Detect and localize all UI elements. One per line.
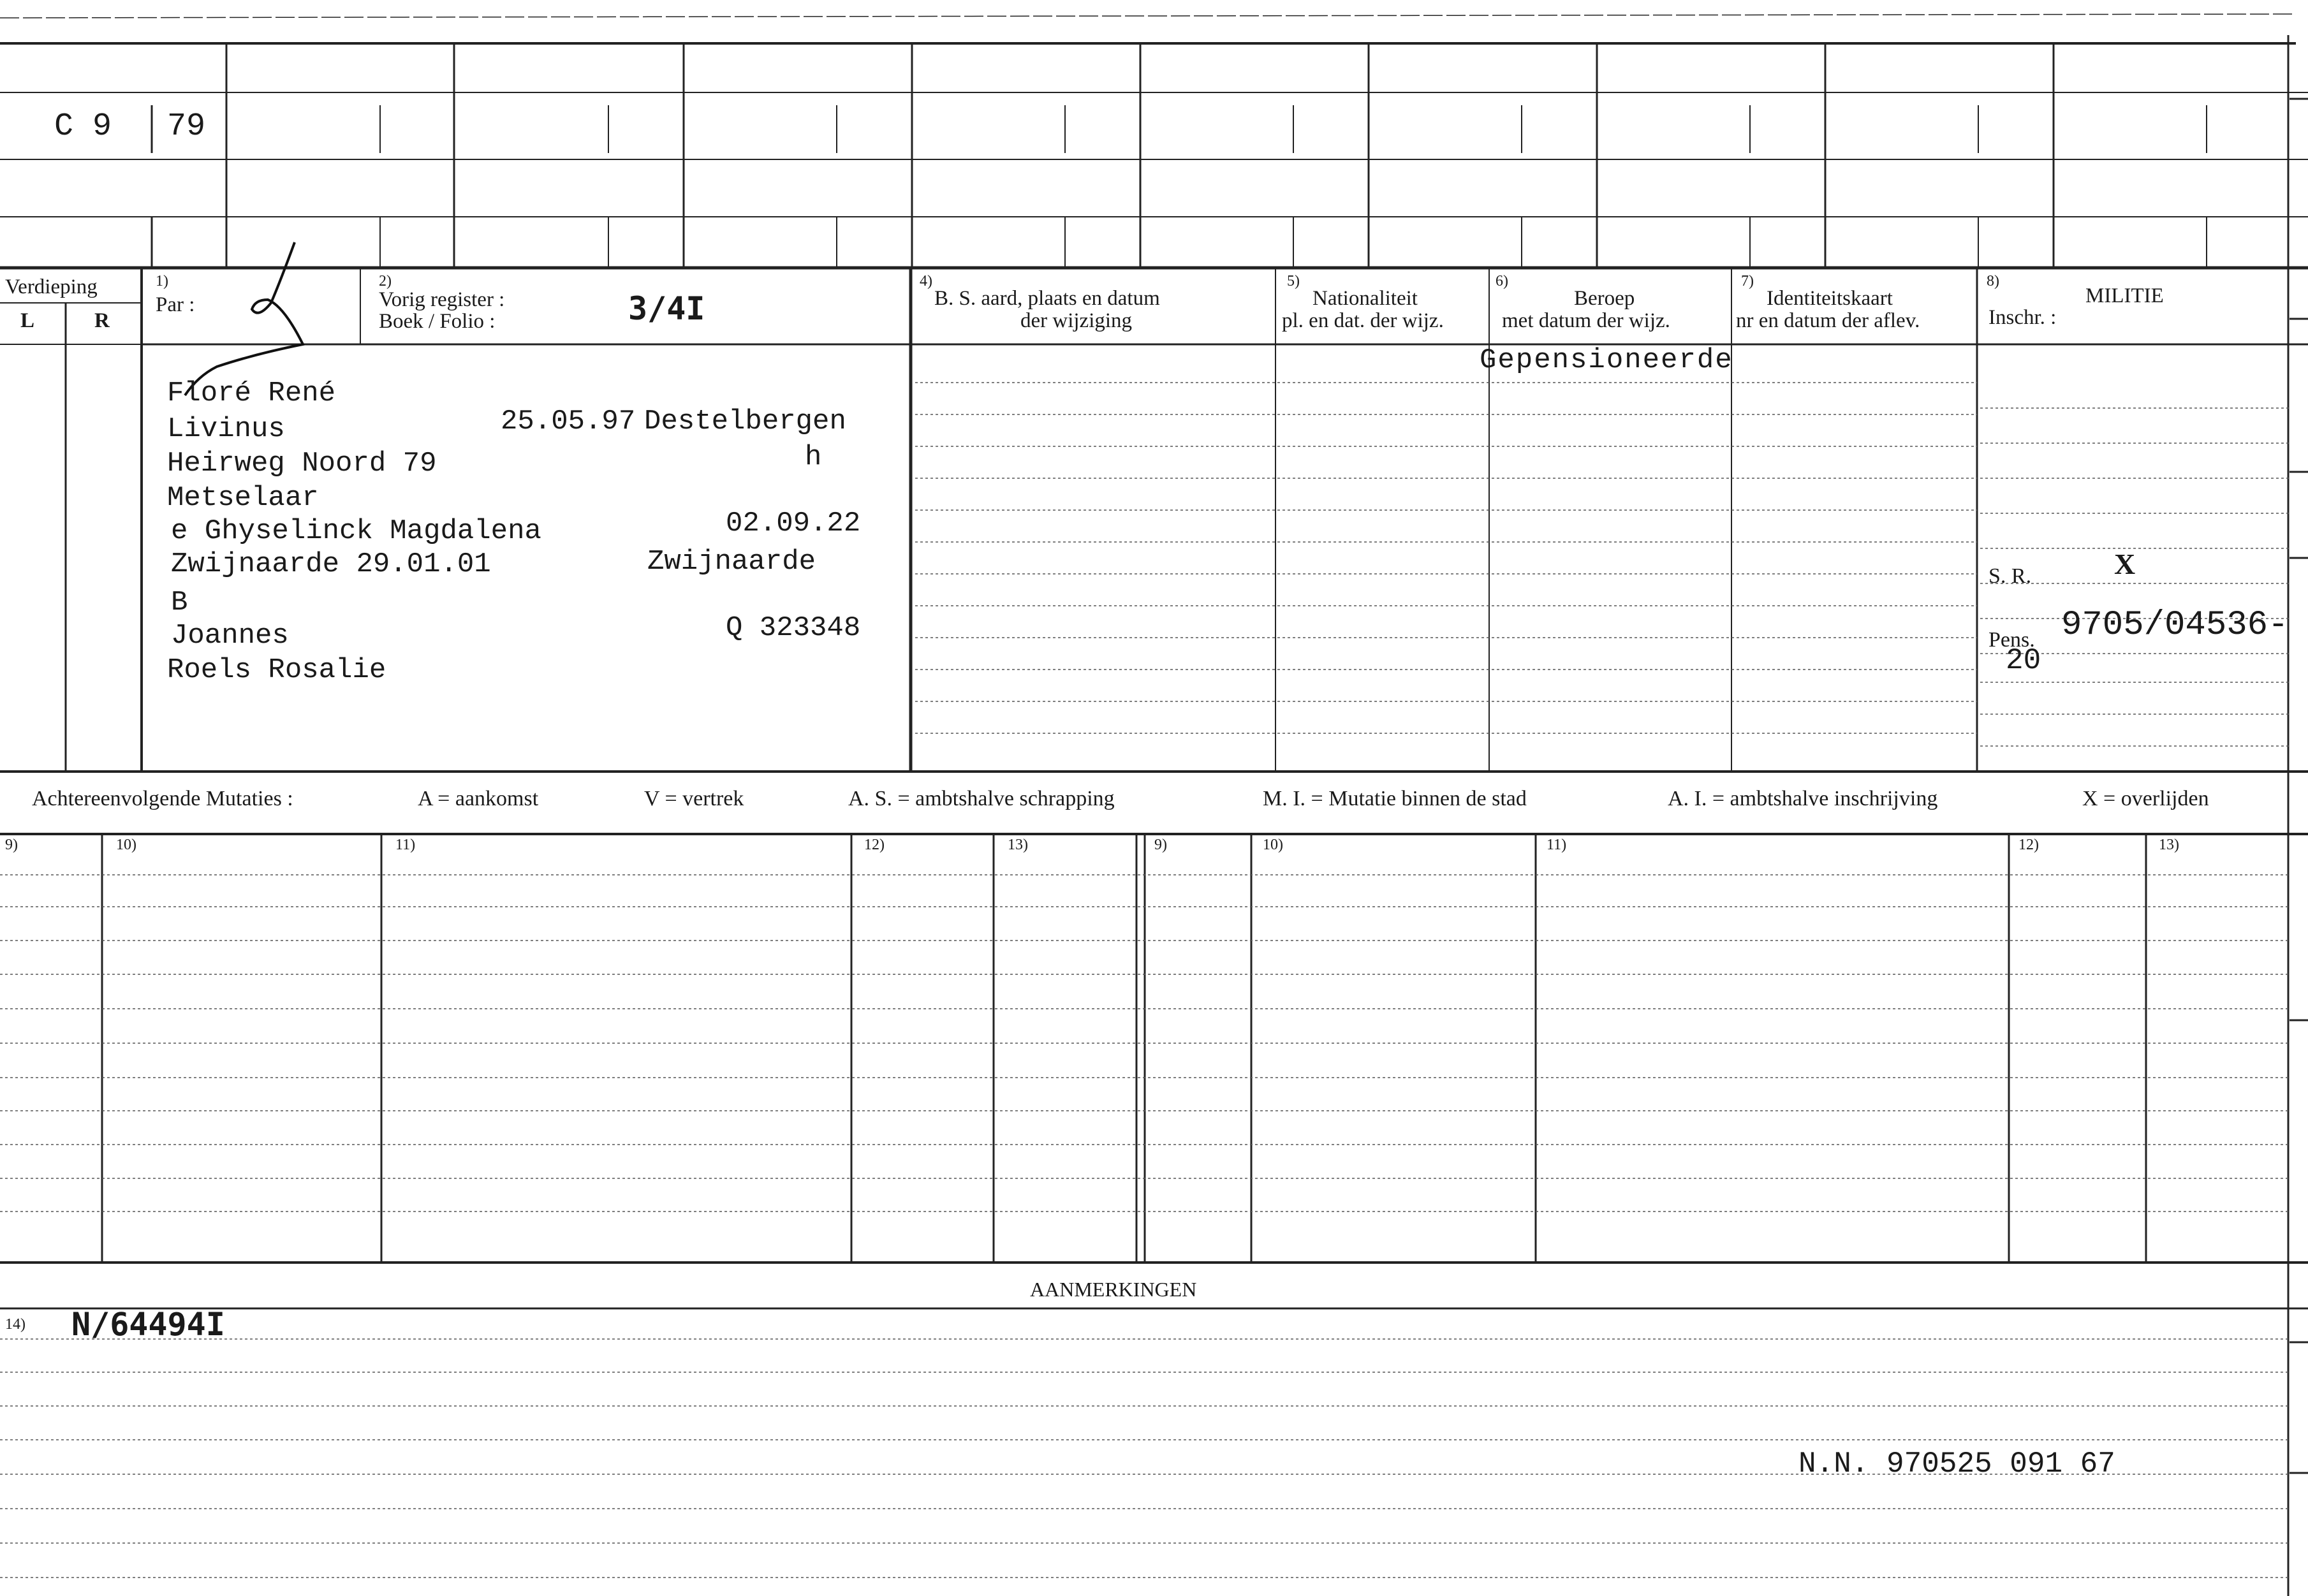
person-second-name: Livinus bbox=[167, 413, 285, 445]
spouse: e Ghyselinck Magdalena bbox=[171, 515, 541, 547]
sr-value: X bbox=[2114, 548, 2136, 580]
legend-aankomst: A = aankomst bbox=[418, 787, 539, 810]
field-number-5: 5) bbox=[1287, 273, 1300, 289]
militie-header: MILITIE bbox=[2085, 284, 2164, 307]
field-number-14: 14) bbox=[5, 1316, 26, 1333]
legend-ambtshalve-schrapping: A. S. = ambtshalve schrapping bbox=[848, 787, 1115, 810]
boek-folio-label: Boek / Folio : bbox=[379, 310, 496, 333]
field-number-8: 8) bbox=[1987, 273, 1999, 289]
sr-label: S. R. bbox=[1988, 564, 2032, 588]
identiteitskaart-header-line2: nr en datum der aflev. bbox=[1736, 309, 1920, 332]
address: Heirweg Noord 79 bbox=[167, 448, 437, 480]
field-number-6: 6) bbox=[1496, 273, 1508, 289]
mut-col-13: 13) bbox=[1008, 837, 1028, 853]
birth-date: 25.05.97 bbox=[501, 406, 636, 437]
person-name: Floré René bbox=[167, 377, 336, 409]
legend-ambtshalve-inschrijving: A. I. = ambtshalve inschrijving bbox=[1668, 787, 1938, 810]
beroep-header-line1: Beroep bbox=[1574, 287, 1635, 310]
spouse-birth: Zwijnaarde 29.01.01 bbox=[171, 548, 491, 580]
pens-label: Pens. bbox=[1988, 628, 2035, 652]
mut-col-12: 12) bbox=[864, 837, 885, 853]
mut-col-12b: 12) bbox=[2018, 837, 2039, 853]
pens-value-line1: 9705/04536- bbox=[2061, 606, 2289, 645]
col-l-label: L bbox=[20, 309, 35, 332]
inschr-label: Inschr. : bbox=[1988, 306, 2057, 329]
mut-col-10: 10) bbox=[116, 837, 136, 853]
verdieping-label: Verdieping bbox=[5, 275, 98, 298]
aanmerkingen-title: AANMERKINGEN bbox=[1030, 1278, 1197, 1301]
par-checkmark bbox=[185, 242, 303, 395]
mut-col-11: 11) bbox=[395, 837, 416, 853]
marriage-date: 02.09.22 bbox=[726, 508, 861, 539]
bs-header-line1: B. S. aard, plaats en datum bbox=[934, 287, 1160, 310]
mut-col-11b: 11) bbox=[1547, 837, 1567, 853]
mother-name: Roels Rosalie bbox=[167, 654, 386, 686]
mut-col-9: 9) bbox=[5, 837, 18, 853]
nationaliteit-header-line1: Nationaliteit bbox=[1312, 287, 1418, 310]
mutaties-title: Achtereenvolgende Mutaties : bbox=[32, 787, 293, 810]
identiteitskaart-header-line1: Identiteitskaart bbox=[1767, 287, 1893, 310]
occupation: Metselaar bbox=[167, 482, 319, 514]
father-name: Joannes bbox=[171, 620, 289, 652]
legend-overlijden: X = overlijden bbox=[2082, 787, 2209, 810]
pens-value-line2: 20 bbox=[2006, 644, 2041, 677]
nationaliteit-header-line2: pl. en dat. der wijz. bbox=[1282, 309, 1444, 332]
beroep-value: Gepensioneerde bbox=[1480, 344, 1733, 376]
top-number: 79 bbox=[167, 108, 206, 145]
field-number-7: 7) bbox=[1741, 273, 1754, 289]
mut-col-13b: 13) bbox=[2159, 837, 2179, 853]
field-number-1: 1) bbox=[156, 273, 168, 289]
birth-place: Destelbergen bbox=[644, 406, 846, 437]
boek-folio-value: 3/4I bbox=[628, 290, 705, 327]
legend-vertrek: V = vertrek bbox=[644, 787, 744, 810]
nn-number: N.N. 970525 091 67 bbox=[1798, 1447, 2115, 1481]
par-label: Par : bbox=[156, 293, 195, 316]
bs-header-line2: der wijziging bbox=[1020, 309, 1133, 332]
field-number-4: 4) bbox=[920, 273, 932, 289]
beroep-header-line2: met datum der wijz. bbox=[1502, 309, 1670, 332]
aanmerking-ref: N/64494I bbox=[71, 1306, 225, 1343]
id-number: Q 323348 bbox=[726, 612, 861, 644]
b-mark: B bbox=[171, 587, 188, 619]
legend-mutatie-binnen: M. I. = Mutatie binnen de stad bbox=[1263, 787, 1527, 810]
marriage-place: Zwijnaarde bbox=[647, 546, 816, 578]
col-r-label: R bbox=[94, 309, 110, 332]
mut-col-10b: 10) bbox=[1263, 837, 1283, 853]
mut-col-9b: 9) bbox=[1154, 837, 1167, 853]
top-code: C 9 bbox=[54, 108, 112, 145]
field-number-2: 2) bbox=[379, 273, 392, 289]
vorig-register-label: Vorig register : bbox=[379, 288, 505, 311]
h-mark: h bbox=[805, 441, 822, 473]
